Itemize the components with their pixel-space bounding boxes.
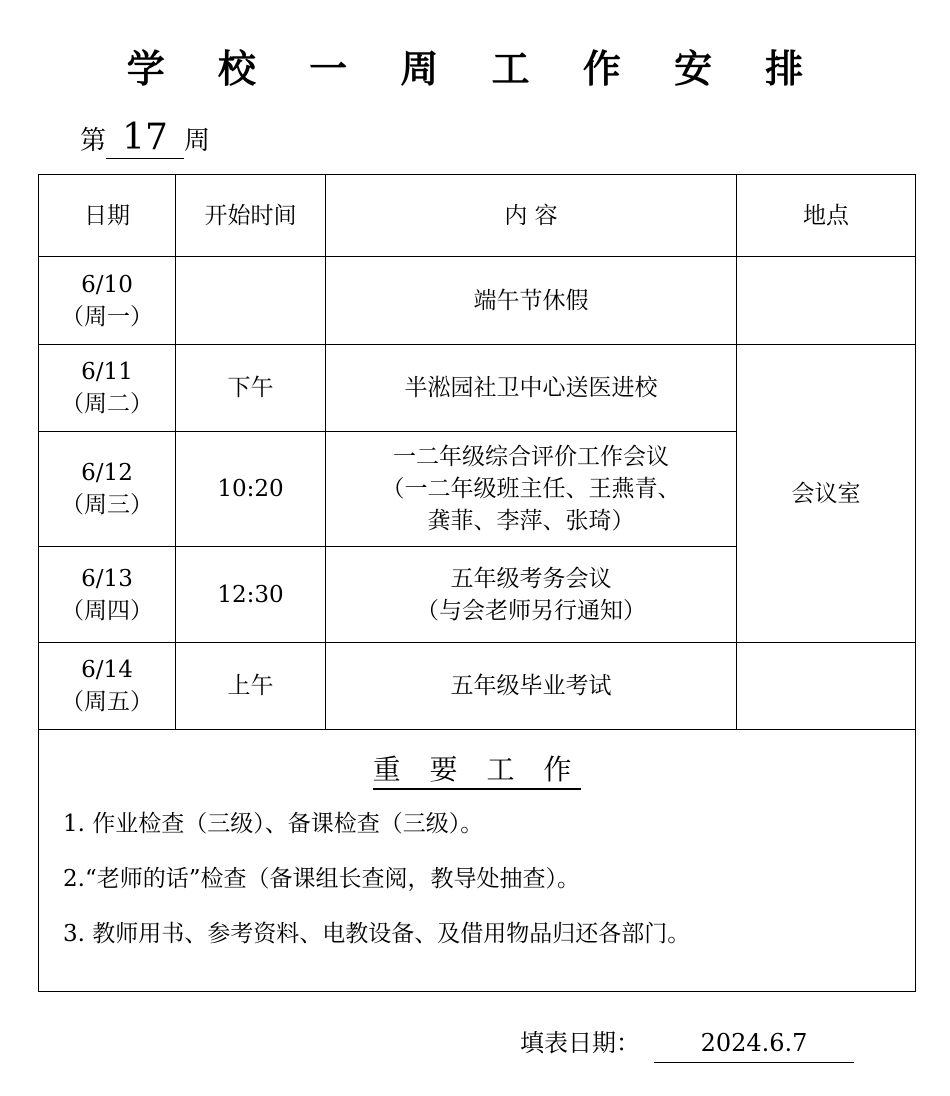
header-content: 内 容 <box>326 175 737 257</box>
header-start-time: 开始时间 <box>176 175 326 257</box>
week-prefix: 第 <box>80 126 107 156</box>
time-cell: 下午 <box>176 345 326 432</box>
fill-date-label: 填表日期： <box>520 1029 640 1057</box>
content-cell <box>326 432 737 547</box>
location-cell-merged: 会议室 <box>737 345 916 643</box>
list-item: 2.“老师的话”检查（备课组长查阅，教导处抽查）。 <box>63 866 580 892</box>
table-row <box>39 643 916 730</box>
content-cell <box>326 345 737 432</box>
fill-date-line <box>520 1024 854 1063</box>
important-work-row <box>39 730 916 992</box>
fill-date-value: 2024.6.7 <box>654 1024 854 1063</box>
week-number-line <box>80 118 210 161</box>
table-row <box>39 257 916 345</box>
header-location: 地点 <box>737 175 916 257</box>
content-line: 龚菲、李萍、张琦） <box>427 508 635 534</box>
table-header-row <box>39 175 916 257</box>
content-line: （与会老师另行通知） <box>416 597 646 624</box>
date-cell <box>39 345 176 432</box>
important-work-section <box>39 730 916 992</box>
week-suffix: 周 <box>184 126 211 156</box>
page-title: 学 校 一 周 工 作 安 排 <box>126 46 824 91</box>
location-cell <box>737 643 916 730</box>
content-cell <box>326 547 737 643</box>
date-cell <box>39 257 176 345</box>
content-cell <box>326 643 737 730</box>
list-item: 3. 教师用书、参考资料、电教设备、及借用物品归还各部门。 <box>63 921 691 947</box>
weekday: （周五） <box>61 689 153 715</box>
list-item: 1. 作业检查（三级）、备课检查（三级）。 <box>63 811 484 837</box>
weekday: （周三） <box>61 492 153 518</box>
weekday: （周四） <box>61 597 153 624</box>
content-line: （一二年级班主任、王燕青、 <box>381 476 681 502</box>
time-cell <box>176 257 326 345</box>
date: 6/10 <box>81 271 133 298</box>
date: 6/14 <box>81 657 133 683</box>
content-cell <box>326 257 737 345</box>
schedule-table <box>38 174 916 992</box>
time-cell: 12:30 <box>176 547 326 643</box>
date-cell <box>39 432 176 547</box>
date-cell <box>39 643 176 730</box>
time-cell: 10:20 <box>176 432 326 547</box>
content-line: 五年级毕业考试 <box>450 673 612 699</box>
header-date: 日期 <box>39 175 176 257</box>
date: 6/13 <box>81 565 133 592</box>
date: 6/11 <box>81 359 133 385</box>
important-work-title <box>39 754 915 786</box>
content-line: 端午节休假 <box>473 287 589 314</box>
weekday: （周二） <box>61 391 153 417</box>
location-cell <box>737 257 916 345</box>
weekday: （周一） <box>61 303 153 330</box>
important-work-list <box>63 808 915 973</box>
date: 6/12 <box>81 460 133 486</box>
week-number: 17 <box>106 118 184 159</box>
date-cell <box>39 547 176 643</box>
important-work-title-text: 重 要 工 作 <box>373 753 582 790</box>
content-line: 半淞园社卫中心送医进校 <box>404 375 658 401</box>
content-line: 一二年级综合评价工作会议 <box>393 444 669 470</box>
content-line: 五年级考务会议 <box>450 565 612 592</box>
time-cell: 上午 <box>176 643 326 730</box>
table-row <box>39 345 916 432</box>
